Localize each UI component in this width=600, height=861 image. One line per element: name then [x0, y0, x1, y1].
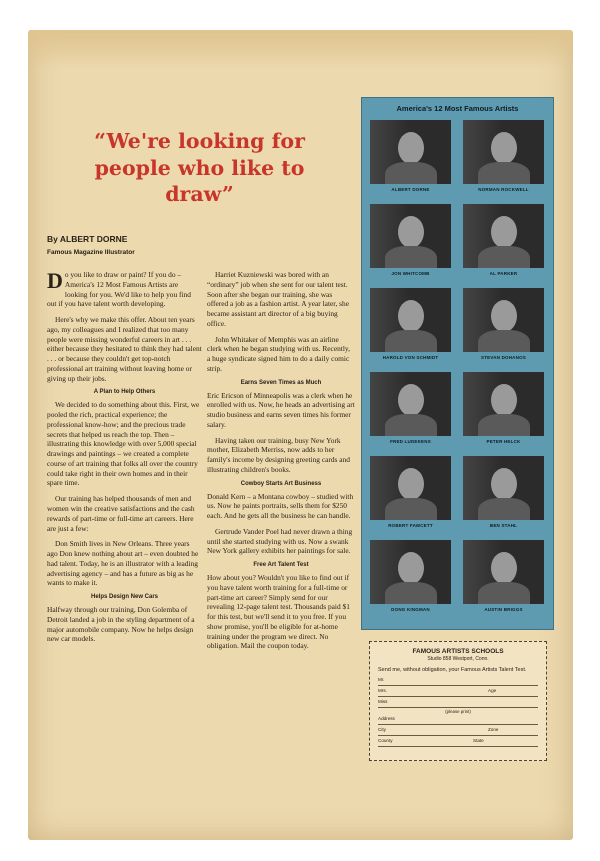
paragraph: Having taken our training, busy New York mother, Elizabeth Merriss, now adds to her family's income by designing greeting cards and illustrating children's books.: [207, 435, 350, 474]
artist-name: HAROLD VON SCHMIDT: [382, 355, 439, 360]
artist-name: ROBERT FAWCETT: [388, 523, 433, 528]
artist-portrait: [370, 540, 451, 604]
artist-tile: [463, 288, 544, 360]
artists-panel: [361, 97, 554, 630]
artist-tile: [370, 372, 451, 444]
field-label: City: [378, 727, 386, 733]
please-print-note: (please print): [445, 709, 471, 715]
subheading: A Plan to Help Others: [93, 389, 156, 396]
artist-portrait: [370, 288, 451, 352]
artist-portrait: [370, 372, 451, 436]
artists-panel-title: America's 12 Most Famous Artists: [396, 104, 519, 113]
paragraph: Donald Kern – a Montana cowboy – studied with us. Now he paints portraits, sells them for $250 each. And he gets all the business he can handle.: [207, 491, 354, 521]
artist-name: AUSTIN BRIGGS: [484, 607, 523, 612]
artist-tile: [370, 456, 451, 528]
drop-cap: D: [47, 268, 63, 293]
paragraph: Here's why we make this offer. About ten years ago, my colleagues and I realized that too many people were missing wonderful careers in art . . . either because they hesitated to think they had talent . . . or because they couldn't get top-notch professional art training without leaving home or giving up their jobs.: [47, 315, 202, 383]
coupon-field-mr[interactable]: [378, 677, 538, 686]
field-label: Address: [378, 716, 395, 722]
article-column-2: [207, 270, 355, 657]
artist-tile: [463, 456, 544, 528]
artist-portrait: [463, 540, 544, 604]
paragraph: John Whitaker of Memphis was an airline clerk when he began studying with us. Recently, a huge syndicate signed him to do a daily comic strip.: [207, 334, 350, 373]
field-label: Age: [488, 688, 497, 694]
subheading: Cowboy Starts Art Business: [240, 480, 322, 487]
paragraph: Harriet Kuzniewski was bored with an “ordinary” job when she sent for our talent test. Soon after she began our training, she was offered a job as a fashion artist. A year later, she became assistant art director of a big buying office.: [207, 270, 349, 328]
artist-name: FRED LUDEKENS: [390, 439, 431, 444]
coupon-field-city[interactable]: [378, 727, 538, 736]
coupon-title: FAMOUS ARTISTS SCHOOLS: [412, 648, 504, 655]
field-label: Mrs.: [378, 688, 387, 694]
artist-portrait: [370, 120, 451, 184]
artist-name: BEN STAHL: [489, 523, 518, 528]
paragraph: We decided to do something about this. First, we pooled the rich, practical experience; the professional know-how; and the precious trade secrets that helped us reach the top. Then – illustrating this knowledge with over 5,000 special drawings and paintings – we created a complete course of art training that folks all over the country could take right in their own homes and in their spare time.: [47, 400, 200, 488]
field-label: Miss: [378, 699, 388, 705]
headline: “We're looking for people who like to draw”: [94, 129, 305, 207]
artist-portrait: [370, 204, 451, 268]
coupon-field-address[interactable]: [378, 716, 538, 725]
paragraph: How about you? Wouldn't you like to find out if you have talent worth training for a full-time or part-time art career? Simply send for our revealing 12-page talent test. Thousands paid $1 for this test, but we'll send it to you free. If you show promise, you'll be eligible for at-home training under the program we direct. No obligation. Mail the coupon today.: [207, 573, 350, 651]
field-label: State: [473, 738, 484, 744]
coupon[interactable]: [369, 641, 547, 761]
paragraph: Gertrude Vander Poel had never drawn a thing until she started studying with us. Now a swank New York gallery exhibits her paintings for sale.: [207, 526, 353, 556]
paragraph: Our training has helped thousands of men and women win the creative satisfactions and the cash rewards of part-time or full-time art careers. Here are just a few:: [47, 494, 195, 533]
artist-tile: [463, 120, 544, 192]
artist-portrait: [370, 456, 451, 520]
artist-name: AL PARKER: [489, 271, 518, 276]
artist-name: DONG KINGMAN: [391, 607, 430, 612]
artist-tile: [463, 204, 544, 276]
artist-name: JON WHITCOMB: [391, 271, 430, 276]
article-column-1: [47, 270, 202, 650]
coupon-body: Send me, without obligation, your Famous Artists Talent Test.: [378, 667, 527, 673]
artist-name: ALBERT DORNE: [391, 187, 430, 192]
coupon-field-county[interactable]: [378, 738, 538, 747]
subheading: Helps Design New Cars: [90, 594, 159, 601]
artist-tile: [370, 288, 451, 360]
artist-portrait: [463, 456, 544, 520]
artist-tile: [370, 540, 451, 612]
artist-portrait: [463, 120, 544, 184]
field-label: County: [378, 738, 393, 744]
coupon-field-miss[interactable]: [378, 699, 538, 708]
artist-portrait: [463, 288, 544, 352]
coupon-studio: Studio 858 Westport, Conn.: [427, 656, 489, 662]
paragraph: Eric Ericson of Minneapolis was a clerk when he enrolled with us. Now, he heads an advertising art studio business and earns seven times his former salary.: [207, 390, 355, 429]
artist-name: STEVAN DOHANOS: [481, 355, 526, 360]
artist-tile: [370, 204, 451, 276]
field-label: Mr.: [378, 677, 385, 683]
artist-tile: [370, 120, 451, 192]
artist-portrait: [463, 372, 544, 436]
field-label: Zone: [488, 727, 499, 733]
artist-name: NORMAN ROCKWELL: [478, 187, 529, 192]
subheading: Earns Seven Times as Much: [240, 379, 322, 386]
paragraph-text: o you like to draw or paint? If you do – America's 12 Most Famous Artists are looking for you. We'd like to help you find out if you have talent worth developing.: [47, 270, 191, 309]
paragraph: Halfway through our training, Don Golemba of Detroit landed a job in the styling department of a major automobile company. Now he helps design new car models.: [47, 605, 195, 644]
artist-portrait: [463, 204, 544, 268]
byline: By ALBERT DORNE: [47, 234, 128, 244]
artist-name: PETER HELCK: [486, 439, 521, 444]
paragraph: [47, 270, 202, 309]
artist-tile: [463, 540, 544, 612]
byline-title: Famous Magazine Illustrator: [47, 249, 135, 256]
artist-tile: [463, 372, 544, 444]
coupon-field-mrs[interactable]: [378, 688, 538, 697]
subheading: Free Art Talent Test: [253, 562, 309, 569]
paragraph: Don Smith lives in New Orleans. Three years ago Don knew nothing about art – even doubted he had talent. Today, he is an illustrator with a leading advertising agency – and has a future as big as he wants to make it.: [47, 539, 199, 588]
